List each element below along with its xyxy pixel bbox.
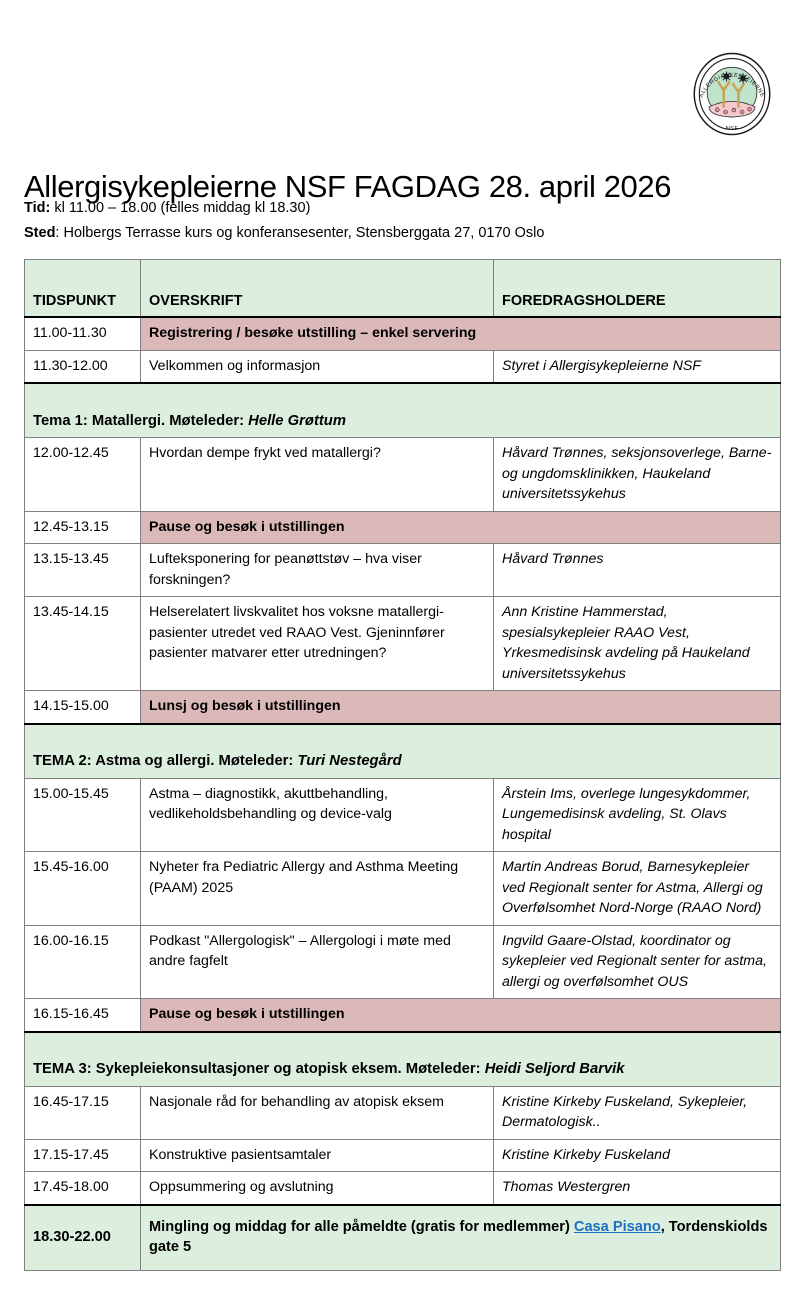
page-title: Allergisykepleierne NSF FAGDAG 28. april 2026 [24,168,672,204]
row-title: Nyheter fra Pediatric Allergy and Asthma Meeting (PAAM) 2025 [141,852,494,926]
row-time: 16.45-17.15 [25,1086,141,1139]
row-speaker: Thomas Westergren [494,1172,781,1205]
row-title: Oppsummering og avslutning [141,1172,494,1205]
table-header-row [25,260,781,318]
break-row [25,511,781,544]
break-row [25,317,781,350]
row-speaker: Styret i Allergisykepleierne NSF [494,350,781,383]
row-time: 16.15-16.45 [25,999,141,1032]
row-title: Registrering / besøke utstilling – enkel servering [141,317,781,350]
event-place-value: : Holbergs Terrasse kurs og konferansesenter, Stensberggata 27, 0170 Oslo [55,225,545,241]
table-row [25,597,781,691]
table-row [25,1172,781,1205]
logo-arc-text: ALLERGISYKEPLEIERNE [698,72,766,99]
theme-chair-name: Turi Nestegård [297,753,402,769]
theme-heading-text: Tema 1: Matallergi. Møteleder: [33,412,249,429]
theme-section-row [25,383,781,438]
column-header-overskrift: OVERSKRIFT [141,260,494,318]
table-row [25,1139,781,1172]
row-time: 18.30-22.00 [25,1205,141,1271]
row-time: 12.00-12.45 [25,438,141,512]
row-time: 11.30-12.00 [25,350,141,383]
agenda-table [24,259,781,1271]
column-header-tidspunkt: TIDSPUNKT [25,260,141,318]
break-row [25,999,781,1032]
theme-heading [25,724,781,779]
row-speaker: Martin Andreas Borud, Barnesykepleier ved Regionalt senter for Astma, Allergi og Overfølsomhet Nord-Norge (RAAO Nord) [494,852,781,926]
row-title: Konstruktive pasientsamtaler [141,1139,494,1172]
row-speaker: Ann Kristine Hammerstad, spesialsykepleier RAAO Vest, Yrkesmedisinsk avdeling på Haukeland universitetssykehus [494,597,781,691]
row-time: 15.00-15.45 [25,778,141,852]
dinner-text-after: , Tordenskiolds gate 5 [149,1218,768,1255]
row-time: 13.15-13.45 [25,544,141,597]
event-place-line [24,224,544,243]
row-speaker: Årstein Ims, overlege lungesykdommer, Lungemedisinsk avdeling, St. Olavs hospital [494,778,781,852]
logo-bottom-text: NSF [725,125,739,132]
row-title: Hvordan dempe frykt ved matallergi? [141,438,494,512]
row-speaker: Håvard Trønnes [494,544,781,597]
theme-chair-name: Helle Grøttum [248,412,346,429]
row-time: 14.15-15.00 [25,691,141,724]
event-place-label: Sted [24,225,56,241]
theme-heading [25,383,781,438]
row-title: Astma – diagnostikk, akuttbehandling, vedlikeholdsbehandling og device-valg [141,778,494,852]
row-title: Lunsj og besøk i utstillingen [141,691,781,724]
row-title: Nasjonale råd for behandling av atopisk eksem [141,1086,494,1139]
theme-heading-text: TEMA 2: Astma og allergi. Møteleder: [33,753,298,769]
theme-chair-name: Heidi Seljord Barvik [484,1061,625,1077]
row-title: Pause og besøk i utstillingen [141,511,781,544]
row-time: 16.00-16.15 [25,925,141,999]
row-title: Velkommen og informasjon [141,350,494,383]
table-row [25,778,781,852]
theme-section-row [25,724,781,779]
event-time-label: Tid: [24,200,51,216]
dinner-text-before: Mingling og middag for alle påmeldte (gratis for medlemmer) [149,1218,574,1235]
table-row [25,350,781,383]
theme-section-row [25,1032,781,1087]
event-time-value: kl 11.00 – 18.00 (felles middag kl 18.30) [50,200,311,216]
row-time: 17.45-18.00 [25,1172,141,1205]
table-row [25,1086,781,1139]
row-time: 17.15-17.45 [25,1139,141,1172]
row-time: 11.00-11.30 [25,317,141,350]
row-time: 13.45-14.15 [25,597,141,691]
row-title: Helserelatert livskvalitet hos voksne matallergi-pasienter utredet ved RAAO Vest. Gjeninnfører pasienter matvarer etter utredningen? [141,597,494,691]
row-time: 12.45-13.15 [25,511,141,544]
column-header-foredragsholdere: FOREDRAGSHOLDERE [494,260,781,318]
dinner-description [141,1205,781,1271]
row-title: Podkast "Allergologisk" – Allergologi i møte med andre fagfelt [141,925,494,999]
venue-link[interactable]: Casa Pisano [573,1218,661,1235]
table-row [25,925,781,999]
table-row [25,852,781,926]
row-speaker: Kristine Kirkeby Fuskeland, Sykepleier, Dermatologisk.. [494,1086,781,1139]
row-speaker: Håvard Trønnes, seksjonsoverlege, Barne- og ungdomsklinikken, Haukeland universitetssykehus [494,438,781,512]
row-speaker: Kristine Kirkeby Fuskeland [494,1139,781,1172]
break-row [25,691,781,724]
table-row [25,544,781,597]
table-row [25,438,781,512]
row-title: Pause og besøk i utstillingen [141,999,781,1032]
dinner-row [25,1205,781,1271]
row-time: 15.45-16.00 [25,852,141,926]
row-speaker: Ingvild Gaare-Olstad, koordinator og sykepleier ved Regionalt senter for astma, allergi og overfølsomhet OUS [494,925,781,999]
allergisykepleierne-nsf-logo [686,48,778,140]
theme-heading-text: TEMA 3: Sykepleiekonsultasjoner og atopisk eksem. Møteleder: [33,1061,485,1077]
theme-heading [25,1032,781,1087]
row-title: Lufteksponering for peanøttstøv – hva viser forskningen? [141,544,494,597]
event-time-line [24,199,310,218]
